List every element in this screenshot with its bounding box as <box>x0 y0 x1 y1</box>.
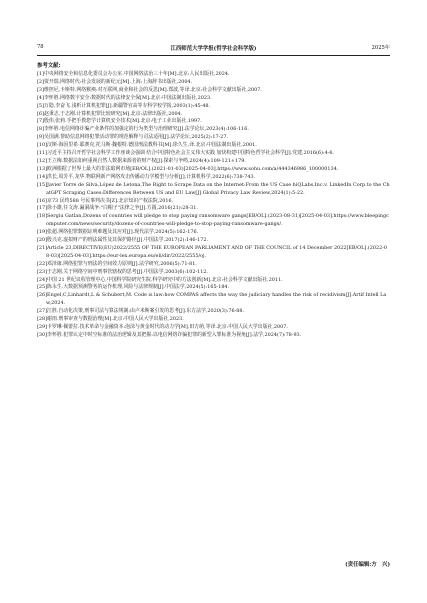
reference-text: Sergiu Gatlan,Dozens of countries will pledge to stop paying ransomware gangs[EB/OL].(2023-08-31)[2025-04-03].https://www.bleepingcomputer.com/news/security/dozens-of-countries-will-pledge-to-stop-paying-ransomware-gangs/. <box>46 213 389 228</box>
reference-text: 吴国满.帮助信息网络犯罪活动罪的规范解释与司法适用[J].法学论坛,2025(2):17-27. <box>43 134 228 141</box>
running-header <box>37 44 390 55</box>
reference-text: 谢雨.刑事审查与数据治理[M].北京:中国人民大学出版社,2023. <box>47 316 184 323</box>
reference-item <box>37 229 390 237</box>
reference-item <box>37 79 390 87</box>
reference-text: 习近平主持召开哲学社会科学工作座谈会强调 结合中国特色社会主义伟大实践 加快构建中国特色哲学社会科学[J].党建,2016(6):4-6. <box>47 150 335 157</box>
reference-item <box>37 103 390 111</box>
reference-item <box>37 150 390 158</box>
reference-item <box>37 316 390 324</box>
reference-number: [17] <box>37 205 48 212</box>
reference-item <box>37 174 390 182</box>
reference-number: [18] <box>37 213 48 220</box>
reference-number: [2] <box>37 78 44 85</box>
reference-item <box>37 284 390 292</box>
reference-number: [13] <box>37 165 48 172</box>
reference-number: [15] <box>37 181 48 188</box>
reference-number: [3] <box>37 86 44 93</box>
reference-text: 李怀胜.网络数字安全:数据时代的法律安全保[M].北京:中国法制出版社,2023. <box>43 94 212 101</box>
reference-number: [12] <box>37 157 48 164</box>
reference-number: [5] <box>37 102 44 109</box>
reference-item <box>37 261 390 269</box>
reference-text: 京73 民终588 号民事判决书[Z].北京知识产权法院,2016. <box>47 197 174 204</box>
reference-text: 于志刚.关于网络空间中刑事管辖权的思考[J].中国法学,2003(6):102-112. <box>47 268 208 275</box>
reference-item <box>37 292 390 308</box>
reference-text: 陈永生.大数据预测警务的运作机理,风险与法律规制[J].中国法学,2024(5):165-184. <box>47 284 230 291</box>
journal-title: 江西师范大学学报(哲学社会科学版) <box>170 46 257 52</box>
reference-text: Engel,C,Linhardt,L & Schubert,M. Code is law:how COMPAS affects the way the judiciary handles the risk of recidivism[J].Artif Intell Law,2024. <box>46 292 387 307</box>
reference-text: 中央网络安全和信息化委员会办公室.中国网络法治三十年[M].北京:人民出版社,2024. <box>43 71 230 77</box>
reference-number: [6] <box>37 110 44 117</box>
reference-number: [20] <box>37 237 48 244</box>
reference-item <box>37 237 390 245</box>
header-rule <box>37 55 390 56</box>
reference-number: [11] <box>37 150 48 157</box>
reference-number: [24] <box>37 276 48 283</box>
editor-note: (责任编辑:方 兴) <box>345 562 390 568</box>
references-heading: 参考文献: <box>37 63 61 69</box>
reference-list <box>37 71 390 340</box>
header-year: 2025年 <box>371 45 390 51</box>
reference-text: Article 23,DIRECTIVE(EU)2022/2555 OF THE EUROPEAN PARLIAMENT AND OF THE COUNCIL of 14 December 2022[EB/OL].(2022-08-03)[2025-04-03].https://eur-lex.europa.eu/eli/dir/2022/2555/oj. <box>46 244 387 259</box>
reference-item <box>37 269 390 277</box>
reference-text: 赵秉志,于志刚.计算机犯罪比较研究[M].北京:法律出版社,2004. <box>43 110 183 117</box>
reference-number: [16] <box>37 197 48 204</box>
reference-item <box>37 134 390 142</box>
reference-item <box>37 245 390 261</box>
reference-number: [25] <box>37 284 48 291</box>
reference-text: 殷兴克.虚拟财产的刑法属性及其保护路径[J].中国法学,2017(2):146-172. <box>47 237 208 244</box>
reference-number: [4] <box>37 94 44 101</box>
reference-number: [21] <box>37 244 48 251</box>
reference-text: 欧洲根据了世界上最大的非法暗网市场[EB/OL].(2021-01-03)[2025-04-03].https://www.sohu.com/a/444346986_100000134. <box>47 165 339 172</box>
reference-number: [9] <box>37 134 44 141</box>
reference-text: 江胜.自动化决策,刑事司法与算法规制:由卢米斯案引发的思考[J].东方法学,2020(3):76-88. <box>47 308 245 315</box>
reference-item <box>37 71 390 79</box>
reference-item <box>37 182 390 198</box>
reference-item <box>37 142 390 150</box>
reference-text: 李怀胜.犯罪认定中时空标准的法治逻辑及其把握:以电信网络诈骗犯罪的新型入罪标准为视角[J].法学,2024(7):78-93. <box>47 331 302 338</box>
reference-item <box>37 158 390 166</box>
reference-text: 汉斯-海因里希·耶赛克,托马斯·魏根特.德国刑法教科书[M].徐久生,译.北京:中国法制出版社,2001. <box>47 142 257 149</box>
reference-item <box>37 87 390 95</box>
reference-item <box>37 213 390 229</box>
reference-number: [29] <box>37 324 48 330</box>
reference-number: [7] <box>37 118 44 125</box>
reference-text: 中国 21 世纪议程管理中心,中国科学院研究生院.科学研究中的方法创新[M].北京:社会科学文献出版社,2011. <box>47 276 283 283</box>
reference-item <box>37 324 390 332</box>
reference-text: 徐小雄,任文涛.漏洞战争:"白帽子"法律之争[J].方圆,2016(21):28-31. <box>47 205 198 212</box>
reference-number: [23] <box>37 268 48 275</box>
reference-number: [22] <box>37 260 48 267</box>
reference-number: [28] <box>37 316 48 323</box>
reference-number: [10] <box>37 142 48 149</box>
reference-number: [27] <box>37 308 48 315</box>
reference-text: 殷伟,张莉.手把手教您学计算机安全技术[M].北京:电子工业出版社,1997. <box>43 118 202 125</box>
reference-item <box>37 166 390 174</box>
reference-text: Javier Torre de Silva,López de Letona,The Right to Scrape Data on the Internet:From the US Case hiQLabs,Inc.v. LinkedIn Corp.to the ChatGPT Scraping Cases:Differences Between US and EU Law[J].Global Privacy Law Review,2024(1):5-22. <box>46 181 390 196</box>
reference-text: 王立梅.数据法如何重视自然人数据来源者的财产权[J].探索与争鸣,2024(4):109-121+179. <box>47 157 246 164</box>
reference-text: 万隐,李奋飞.浅析计算机犯罪[J].新疆警官高等专科学校学报,2003(1):45-48. <box>43 102 210 109</box>
page-number: 78 <box>37 44 44 50</box>
reference-number: [26] <box>37 292 48 299</box>
reference-number: [8] <box>37 126 44 133</box>
reference-text: 李怀胜.电信网络诈骗产业条件的加强定的行为类型与治理研究[J].法学论坛,2023(4):106-116. <box>43 126 249 133</box>
reference-text: 张超.网络犯罪数据证明难题及其应对[J].现代法学,2024(5):162-176. <box>47 229 199 236</box>
reference-text: 贾开瑞.网络时代:社会发展的新纪元[M].上海:上海辞书出版社,2004. <box>43 78 193 85</box>
reference-item <box>37 95 390 103</box>
reference-text: 洪长,周芳平,龙华.物联网新产网络攻击传播动力学模型与分析[J].计算机科学,2022(6):738-743. <box>47 173 256 180</box>
reference-text: 维担尼,卡斯特.网络猴痪:对互联网,商业和社会的反思[M].郑波,等译.北京:社会科学文献出版社,2007. <box>43 86 262 93</box>
reference-text: 卡罗琳·佩蕾拉.技术革命与金融资本:泡沫与黄金时代的动力学[M].田方萌,等译.北京:中国人民大学出版社,2007. <box>47 324 288 330</box>
reference-text: 邓泽康.网络犯罪与刑法的空间效力原则[J].法学研究,2006(5):71-81. <box>47 260 197 267</box>
reference-item <box>37 332 390 340</box>
reference-item <box>37 308 390 316</box>
reference-number: [1] <box>37 71 44 77</box>
reference-number: [19] <box>37 229 48 236</box>
reference-number: [30] <box>37 331 48 338</box>
reference-number: [14] <box>37 173 48 180</box>
